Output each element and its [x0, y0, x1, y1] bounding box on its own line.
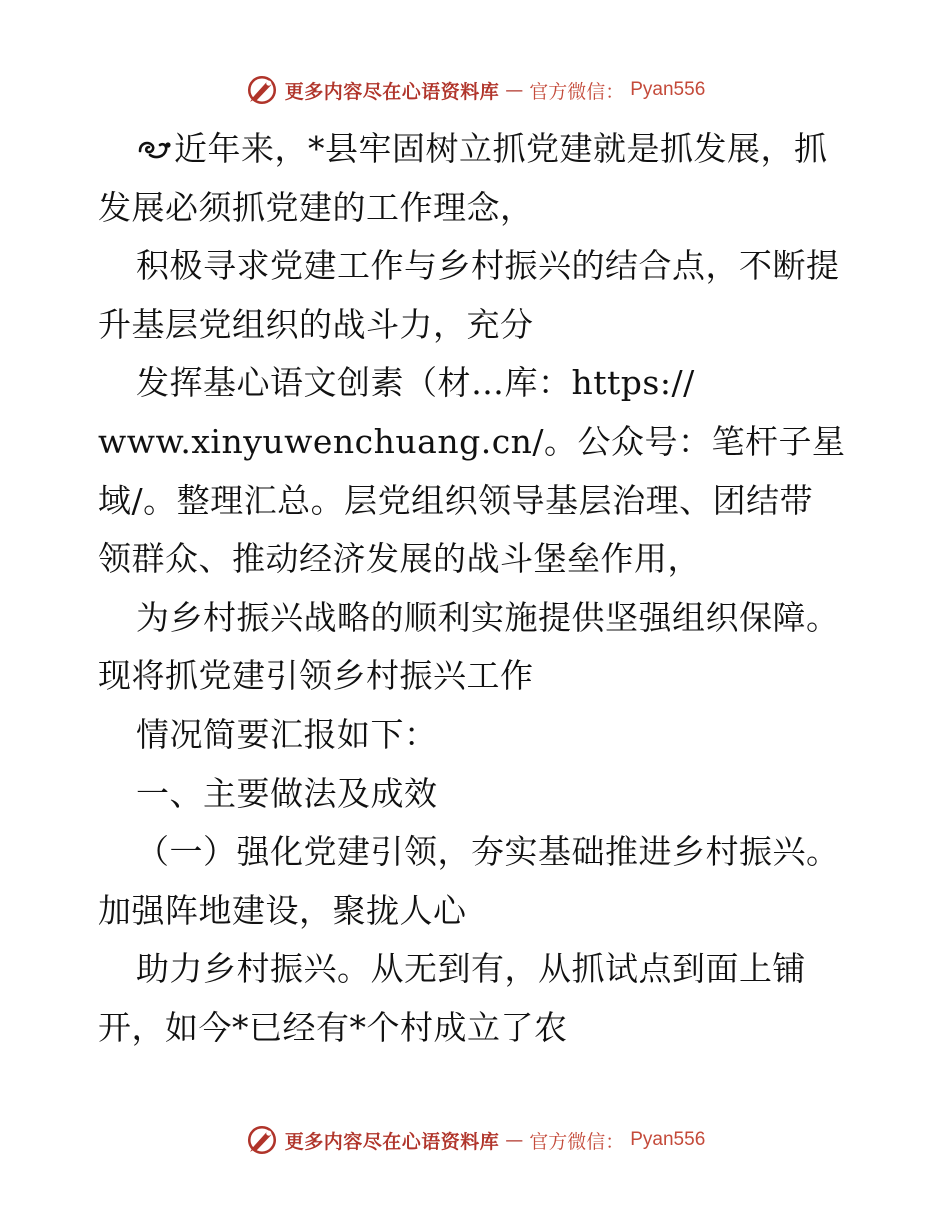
footer-banner-contact: 官方微信：: [529, 1130, 625, 1153]
body-line: 发挥基心语文创素（材…库：https://: [136, 363, 695, 403]
footer-banner-dash: —: [505, 1129, 524, 1151]
body-line: 域/。整理汇总。层党组织领导基层治理、团结带: [98, 480, 814, 520]
fleuron-icon: [136, 133, 174, 163]
footer-banner: [0, 1120, 950, 1160]
header-banner-text: 更多内容尽在心语资料库: [284, 80, 500, 103]
body-line: 发展必须抓党建的工作理念，: [98, 187, 534, 227]
header-banner: [0, 70, 950, 110]
section-heading: 一、主要做法及成效: [136, 773, 438, 813]
header-banner-id: Pyan556: [630, 79, 706, 100]
footer-banner-id: Pyan556: [630, 1129, 706, 1150]
body-line: 情况简要汇报如下：: [136, 714, 438, 754]
body-line: www.xinyuwenchuang.cn/。公众号：笔杆子星: [98, 421, 846, 461]
body-line: 助力乡村振兴。从无到有，从抓试点到面上铺: [136, 949, 806, 989]
body-line: 为乡村振兴战略的顺利实施提供坚强组织保障。: [136, 597, 840, 637]
body-line-text: 近年来，*县牢固树立抓党建就是抓发展，抓: [174, 129, 828, 168]
body-line: [98, 120, 858, 179]
pen-logo-icon: [245, 1123, 279, 1157]
body-line: 领群众、推动经济发展的战斗堡垒作用，: [98, 539, 701, 579]
body-line: 积极寻求党建工作与乡村振兴的结合点，不断提: [136, 246, 840, 286]
body-line: 开，如今*已经有*个村成立了农: [98, 1007, 568, 1047]
footer-banner-text: 更多内容尽在心语资料库: [284, 1130, 500, 1153]
pen-logo-icon: [245, 73, 279, 107]
header-banner-dash: —: [505, 79, 524, 101]
body-line: 升基层党组织的战斗力，充分: [98, 304, 534, 344]
body-line: 现将抓党建引领乡村振兴工作: [98, 656, 534, 696]
document-body: [98, 120, 858, 1058]
subsection-heading: （一）强化党建引领，夯实基础推进乡村振兴。: [136, 832, 840, 872]
body-line: 加强阵地建设，聚拢人心: [98, 890, 467, 930]
header-banner-contact: 官方微信：: [529, 80, 625, 103]
